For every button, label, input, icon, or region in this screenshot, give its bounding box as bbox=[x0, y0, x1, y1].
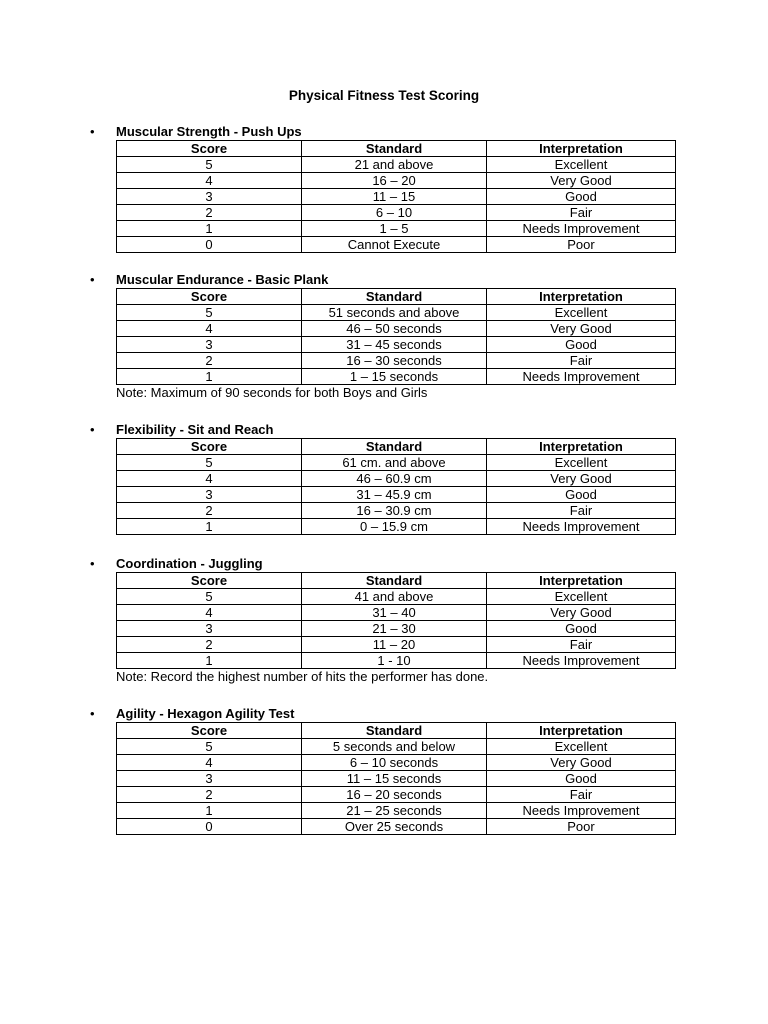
table-row bbox=[117, 205, 676, 221]
score-cell: 3 bbox=[117, 771, 302, 787]
section-muscular-strength-push-ups bbox=[0, 124, 768, 253]
interpretation-cell: Fair bbox=[487, 637, 676, 653]
score-cell: 5 bbox=[117, 157, 302, 173]
interpretation-cell: Good bbox=[487, 621, 676, 637]
interpretation-cell: Very Good bbox=[487, 605, 676, 621]
interpretation-cell: Excellent bbox=[487, 589, 676, 605]
score-cell: 2 bbox=[117, 205, 302, 221]
table-row bbox=[117, 653, 676, 669]
standard-cell: 6 – 10 seconds bbox=[302, 755, 487, 771]
bullet-icon: • bbox=[90, 556, 95, 571]
interpretation-cell: Needs Improvement bbox=[487, 369, 676, 385]
table-row bbox=[117, 503, 676, 519]
score-cell: 3 bbox=[117, 189, 302, 205]
score-cell: 4 bbox=[117, 755, 302, 771]
standard-cell: 16 – 20 bbox=[302, 173, 487, 189]
interpretation-cell: Very Good bbox=[487, 321, 676, 337]
table-row bbox=[117, 337, 676, 353]
table-row bbox=[117, 487, 676, 503]
table-row bbox=[117, 771, 676, 787]
section-heading-text: Flexibility - Sit and Reach bbox=[116, 422, 274, 437]
interpretation-cell: Very Good bbox=[487, 471, 676, 487]
table-row bbox=[117, 305, 676, 321]
score-cell: 3 bbox=[117, 337, 302, 353]
table-row bbox=[117, 173, 676, 189]
column-header-score: Score bbox=[117, 141, 302, 157]
score-cell: 1 bbox=[117, 803, 302, 819]
table-row bbox=[117, 739, 676, 755]
bullet-icon: • bbox=[90, 422, 95, 437]
table-row bbox=[117, 189, 676, 205]
interpretation-cell: Needs Improvement bbox=[487, 653, 676, 669]
table-row bbox=[117, 353, 676, 369]
table-row bbox=[117, 221, 676, 237]
standard-cell: 11 – 15 seconds bbox=[302, 771, 487, 787]
standard-cell: 21 – 30 bbox=[302, 621, 487, 637]
interpretation-cell: Fair bbox=[487, 353, 676, 369]
scoring-table bbox=[116, 288, 676, 385]
table-header-row bbox=[117, 573, 676, 589]
section-agility-hexagon-agility-test bbox=[0, 706, 768, 835]
score-cell: 2 bbox=[117, 637, 302, 653]
interpretation-cell: Very Good bbox=[487, 755, 676, 771]
table-row bbox=[117, 157, 676, 173]
standard-cell: 16 – 20 seconds bbox=[302, 787, 487, 803]
table-row bbox=[117, 589, 676, 605]
interpretation-cell: Fair bbox=[487, 205, 676, 221]
standard-cell: 46 – 60.9 cm bbox=[302, 471, 487, 487]
interpretation-cell: Poor bbox=[487, 819, 676, 835]
table-header-row bbox=[117, 723, 676, 739]
column-header-score: Score bbox=[117, 439, 302, 455]
score-cell: 4 bbox=[117, 471, 302, 487]
table-header-row bbox=[117, 141, 676, 157]
table-row bbox=[117, 455, 676, 471]
table-row bbox=[117, 787, 676, 803]
standard-cell: 6 – 10 bbox=[302, 205, 487, 221]
interpretation-cell: Needs Improvement bbox=[487, 803, 676, 819]
column-header-standard: Standard bbox=[302, 439, 487, 455]
column-header-score: Score bbox=[117, 289, 302, 305]
score-cell: 3 bbox=[117, 621, 302, 637]
interpretation-cell: Poor bbox=[487, 237, 676, 253]
column-header-score: Score bbox=[117, 573, 302, 589]
section-heading-text: Agility - Hexagon Agility Test bbox=[116, 706, 295, 721]
score-cell: 4 bbox=[117, 173, 302, 189]
table-row bbox=[117, 369, 676, 385]
section-coordination-juggling bbox=[0, 556, 768, 685]
section-heading bbox=[0, 124, 768, 140]
standard-cell: 1 - 10 bbox=[302, 653, 487, 669]
interpretation-cell: Good bbox=[487, 771, 676, 787]
table-row bbox=[117, 605, 676, 621]
table-row bbox=[117, 471, 676, 487]
section-heading-text: Muscular Strength - Push Ups bbox=[116, 124, 302, 139]
section-heading bbox=[0, 556, 768, 572]
interpretation-cell: Excellent bbox=[487, 739, 676, 755]
scoring-table bbox=[116, 572, 676, 669]
standard-cell: 1 – 5 bbox=[302, 221, 487, 237]
interpretation-cell: Fair bbox=[487, 503, 676, 519]
column-header-interpretation: Interpretation bbox=[487, 289, 676, 305]
standard-cell: 1 – 15 seconds bbox=[302, 369, 487, 385]
table-row bbox=[117, 321, 676, 337]
standard-cell: 16 – 30.9 cm bbox=[302, 503, 487, 519]
bullet-icon: • bbox=[90, 706, 95, 721]
score-cell: 5 bbox=[117, 589, 302, 605]
interpretation-cell: Good bbox=[487, 487, 676, 503]
standard-cell: 11 – 15 bbox=[302, 189, 487, 205]
score-cell: 1 bbox=[117, 221, 302, 237]
score-cell: 4 bbox=[117, 321, 302, 337]
interpretation-cell: Needs Improvement bbox=[487, 519, 676, 535]
interpretation-cell: Good bbox=[487, 189, 676, 205]
interpretation-cell: Needs Improvement bbox=[487, 221, 676, 237]
column-header-score: Score bbox=[117, 723, 302, 739]
standard-cell: 0 – 15.9 cm bbox=[302, 519, 487, 535]
standard-cell: 41 and above bbox=[302, 589, 487, 605]
standard-cell: Cannot Execute bbox=[302, 237, 487, 253]
score-cell: 5 bbox=[117, 305, 302, 321]
standard-cell: 11 – 20 bbox=[302, 637, 487, 653]
column-header-standard: Standard bbox=[302, 723, 487, 739]
table-header-row bbox=[117, 439, 676, 455]
section-heading bbox=[0, 422, 768, 438]
table-row bbox=[117, 519, 676, 535]
bullet-icon: • bbox=[90, 272, 95, 287]
standard-cell: 51 seconds and above bbox=[302, 305, 487, 321]
score-cell: 5 bbox=[117, 455, 302, 471]
standard-cell: 21 – 25 seconds bbox=[302, 803, 487, 819]
standard-cell: 31 – 45.9 cm bbox=[302, 487, 487, 503]
score-cell: 5 bbox=[117, 739, 302, 755]
table-row bbox=[117, 621, 676, 637]
score-cell: 1 bbox=[117, 653, 302, 669]
interpretation-cell: Excellent bbox=[487, 305, 676, 321]
score-cell: 4 bbox=[117, 605, 302, 621]
column-header-standard: Standard bbox=[302, 573, 487, 589]
standard-cell: 21 and above bbox=[302, 157, 487, 173]
standard-cell: 61 cm. and above bbox=[302, 455, 487, 471]
score-cell: 1 bbox=[117, 519, 302, 535]
standard-cell: 5 seconds and below bbox=[302, 739, 487, 755]
interpretation-cell: Fair bbox=[487, 787, 676, 803]
page-title: Physical Fitness Test Scoring bbox=[288, 88, 480, 103]
score-cell: 1 bbox=[117, 369, 302, 385]
section-note: Note: Maximum of 90 seconds for both Boys and Girls bbox=[116, 385, 428, 400]
interpretation-cell: Excellent bbox=[487, 455, 676, 471]
score-cell: 3 bbox=[117, 487, 302, 503]
column-header-interpretation: Interpretation bbox=[487, 141, 676, 157]
table-header-row bbox=[117, 289, 676, 305]
section-heading-text: Coordination - Juggling bbox=[116, 556, 263, 571]
table-row bbox=[117, 637, 676, 653]
column-header-standard: Standard bbox=[302, 289, 487, 305]
bullet-icon: • bbox=[90, 124, 95, 139]
table-row bbox=[117, 237, 676, 253]
column-header-interpretation: Interpretation bbox=[487, 439, 676, 455]
standard-cell: 31 – 40 bbox=[302, 605, 487, 621]
standard-cell: 16 – 30 seconds bbox=[302, 353, 487, 369]
section-heading bbox=[0, 706, 768, 722]
score-cell: 2 bbox=[117, 787, 302, 803]
scoring-table bbox=[116, 438, 676, 535]
table-row bbox=[117, 755, 676, 771]
score-cell: 2 bbox=[117, 503, 302, 519]
scoring-table bbox=[116, 140, 676, 253]
scoring-table bbox=[116, 722, 676, 835]
column-header-standard: Standard bbox=[302, 141, 487, 157]
column-header-interpretation: Interpretation bbox=[487, 723, 676, 739]
section-muscular-endurance-basic-plank bbox=[0, 272, 768, 401]
section-heading-text: Muscular Endurance - Basic Plank bbox=[116, 272, 329, 287]
standard-cell: 31 – 45 seconds bbox=[302, 337, 487, 353]
score-cell: 2 bbox=[117, 353, 302, 369]
score-cell: 0 bbox=[117, 237, 302, 253]
interpretation-cell: Excellent bbox=[487, 157, 676, 173]
interpretation-cell: Very Good bbox=[487, 173, 676, 189]
section-flexibility-sit-and-reach bbox=[0, 422, 768, 535]
score-cell: 0 bbox=[117, 819, 302, 835]
column-header-interpretation: Interpretation bbox=[487, 573, 676, 589]
table-row bbox=[117, 819, 676, 835]
section-note: Note: Record the highest number of hits the performer has done. bbox=[116, 669, 489, 684]
standard-cell: 46 – 50 seconds bbox=[302, 321, 487, 337]
standard-cell: Over 25 seconds bbox=[302, 819, 487, 835]
table-row bbox=[117, 803, 676, 819]
interpretation-cell: Good bbox=[487, 337, 676, 353]
section-heading bbox=[0, 272, 768, 288]
